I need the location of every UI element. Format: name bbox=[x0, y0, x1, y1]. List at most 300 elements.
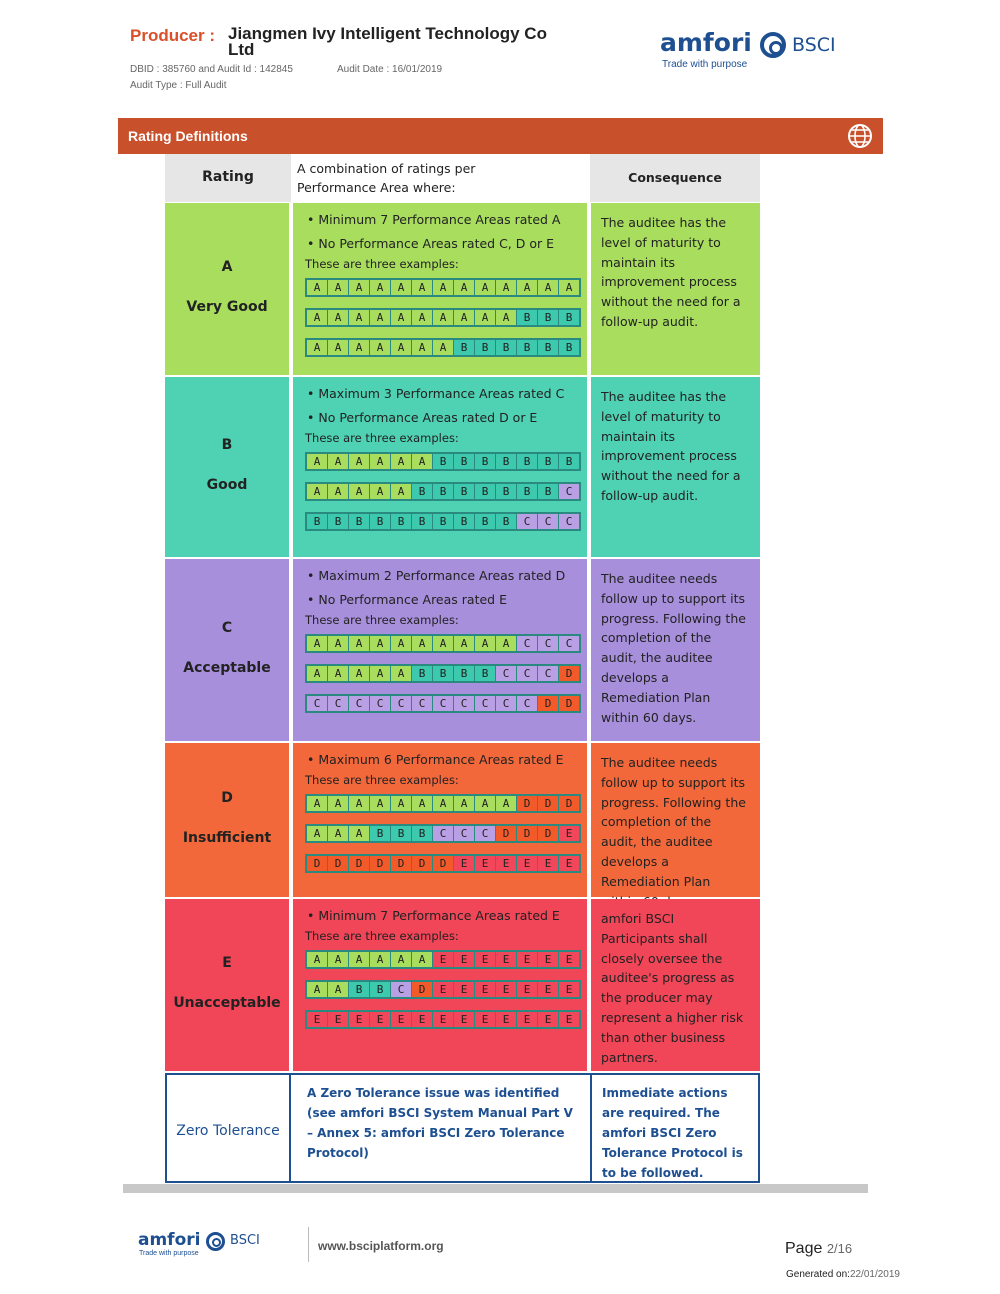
bullet-text: Maximum 3 Performance Areas rated C bbox=[318, 386, 565, 401]
header-consequence: Consequence bbox=[628, 170, 722, 185]
example-rating-box: A bbox=[475, 636, 496, 651]
example-rating-box: A bbox=[412, 796, 433, 811]
example-sequence bbox=[305, 482, 581, 501]
example-rating-box: E bbox=[307, 1012, 328, 1027]
example-rating-box: C bbox=[559, 636, 579, 651]
example-rating-box: A bbox=[349, 636, 370, 651]
amfori-bsci-logo bbox=[660, 28, 840, 72]
rating-letter: D bbox=[221, 790, 233, 806]
consequence-text: amfori BSCI Participants shall closely oversee the auditee's progress as the producer may represent a higher risk than other business partners. bbox=[601, 911, 744, 1065]
criteria-cell bbox=[293, 377, 587, 557]
examples-label: These are three examples: bbox=[305, 773, 459, 787]
audit-date-text: Audit Date : 16/01/2019 bbox=[337, 64, 443, 75]
rating-row-a bbox=[165, 203, 760, 375]
generated-label: Generated on: bbox=[786, 1269, 850, 1280]
example-rating-box: B bbox=[538, 484, 559, 499]
example-rating-box: A bbox=[391, 454, 412, 469]
example-rating-box: E bbox=[328, 1012, 349, 1027]
example-sequence bbox=[305, 452, 581, 471]
example-rating-box: B bbox=[559, 340, 579, 355]
example-rating-box: D bbox=[349, 856, 370, 871]
example-rating-box: B bbox=[370, 514, 391, 529]
example-rating-box: E bbox=[475, 952, 496, 967]
example-sequence bbox=[305, 278, 581, 297]
example-rating-box: A bbox=[307, 636, 328, 651]
example-rating-box: B bbox=[412, 514, 433, 529]
bullet-dot: • bbox=[307, 212, 319, 227]
example-rating-box: B bbox=[412, 826, 433, 841]
example-rating-box: A bbox=[391, 340, 412, 355]
rating-row-d bbox=[165, 743, 760, 897]
logo-ring-icon bbox=[760, 32, 786, 58]
example-rating-box: B bbox=[433, 454, 454, 469]
consequence-cell bbox=[591, 559, 760, 741]
rating-letter: E bbox=[222, 955, 232, 971]
example-rating-box: A bbox=[307, 340, 328, 355]
example-rating-box: C bbox=[559, 514, 579, 529]
example-rating-box: A bbox=[349, 666, 370, 681]
gray-divider bbox=[123, 1184, 868, 1193]
example-rating-box: A bbox=[307, 280, 328, 295]
header-rating-cell bbox=[165, 154, 291, 202]
example-rating-box: A bbox=[496, 310, 517, 325]
header-rating: Rating bbox=[202, 169, 254, 185]
example-rating-box: D bbox=[517, 826, 538, 841]
example-rating-box: E bbox=[496, 982, 517, 997]
example-rating-box: E bbox=[475, 1012, 496, 1027]
example-rating-box: C bbox=[328, 696, 349, 711]
example-rating-box: B bbox=[517, 454, 538, 469]
example-rating-box: A bbox=[433, 310, 454, 325]
example-sequence bbox=[305, 854, 581, 873]
example-rating-box: B bbox=[454, 454, 475, 469]
example-sequence bbox=[305, 980, 581, 999]
criteria-cell bbox=[293, 899, 587, 1071]
generated-date: 22/01/2019 bbox=[849, 1269, 900, 1280]
example-rating-box: E bbox=[496, 856, 517, 871]
example-rating-box: C bbox=[412, 696, 433, 711]
example-rating-box: E bbox=[349, 1012, 370, 1027]
example-sequence bbox=[305, 634, 581, 653]
example-rating-box: E bbox=[538, 1012, 559, 1027]
criteria-cell bbox=[293, 203, 587, 375]
example-rating-box: E bbox=[559, 856, 579, 871]
example-rating-box: A bbox=[370, 636, 391, 651]
example-rating-box: A bbox=[328, 484, 349, 499]
example-rating-box: A bbox=[433, 796, 454, 811]
example-rating-box: E bbox=[475, 856, 496, 871]
rating-cell bbox=[165, 377, 289, 557]
example-rating-box: C bbox=[496, 666, 517, 681]
example-rating-box: B bbox=[412, 666, 433, 681]
example-rating-box: E bbox=[496, 952, 517, 967]
example-rating-box: B bbox=[475, 484, 496, 499]
example-rating-box: E bbox=[412, 1012, 433, 1027]
example-rating-box: A bbox=[370, 952, 391, 967]
example-rating-box: E bbox=[433, 982, 454, 997]
example-rating-box: B bbox=[517, 310, 538, 325]
example-rating-box: A bbox=[328, 310, 349, 325]
example-rating-box: A bbox=[370, 796, 391, 811]
example-rating-box: B bbox=[391, 826, 412, 841]
footer-divider bbox=[308, 1227, 309, 1262]
example-rating-box: E bbox=[454, 982, 475, 997]
example-rating-box: B bbox=[517, 340, 538, 355]
rating-row-e bbox=[165, 899, 760, 1071]
rating-row-b bbox=[165, 377, 760, 557]
example-rating-box: C bbox=[433, 696, 454, 711]
example-rating-box: D bbox=[538, 696, 559, 711]
logo-word: amfori bbox=[660, 28, 752, 57]
example-rating-box: C bbox=[517, 666, 538, 681]
example-rating-box: B bbox=[433, 666, 454, 681]
example-rating-box: B bbox=[559, 454, 579, 469]
example-rating-box: A bbox=[328, 340, 349, 355]
page-indicator bbox=[785, 1240, 852, 1258]
page-number: 2/16 bbox=[826, 1241, 853, 1256]
example-rating-box: C bbox=[475, 696, 496, 711]
example-rating-box: B bbox=[538, 454, 559, 469]
example-rating-box: A bbox=[307, 666, 328, 681]
example-rating-box: D bbox=[559, 796, 579, 811]
example-rating-box: D bbox=[538, 796, 559, 811]
example-rating-box: B bbox=[391, 514, 412, 529]
example-rating-box: A bbox=[391, 484, 412, 499]
consequence-text: The auditee needs follow up to support its progress. Following the completion of the audit, the auditee develops a Remediation Plan within 60 days. bbox=[601, 571, 746, 725]
rating-name: Very Good bbox=[186, 299, 268, 315]
example-rating-box: A bbox=[391, 280, 412, 295]
bullet-text: No Performance Areas rated C, D or E bbox=[318, 236, 554, 251]
example-rating-box: C bbox=[517, 636, 538, 651]
example-rating-box: E bbox=[454, 856, 475, 871]
example-rating-box: A bbox=[391, 666, 412, 681]
example-rating-box: C bbox=[496, 696, 517, 711]
zero-tolerance-name: Zero Tolerance bbox=[176, 1123, 280, 1139]
example-rating-box: E bbox=[496, 1012, 517, 1027]
rating-name: Good bbox=[206, 477, 248, 493]
example-rating-box: D bbox=[559, 666, 579, 681]
bullet-dot: • bbox=[307, 236, 319, 251]
example-rating-box: B bbox=[433, 484, 454, 499]
bullet-dot: • bbox=[307, 908, 319, 923]
rating-cell bbox=[165, 743, 289, 897]
example-rating-box: E bbox=[517, 952, 538, 967]
example-rating-box: B bbox=[307, 514, 328, 529]
example-rating-box: B bbox=[475, 454, 496, 469]
rating-cell bbox=[165, 899, 289, 1071]
example-rating-box: A bbox=[328, 826, 349, 841]
example-rating-box: C bbox=[391, 982, 412, 997]
example-rating-box: D bbox=[517, 796, 538, 811]
example-rating-box: A bbox=[307, 454, 328, 469]
example-rating-box: E bbox=[370, 1012, 391, 1027]
example-rating-box: A bbox=[538, 280, 559, 295]
consequence-cell bbox=[591, 377, 760, 557]
example-rating-box: B bbox=[496, 454, 517, 469]
criteria-bullet bbox=[307, 592, 507, 607]
footer-logo-tagline: Trade with purpose bbox=[139, 1250, 199, 1257]
rating-row-c bbox=[165, 559, 760, 741]
criteria-bullet bbox=[307, 236, 554, 251]
example-rating-box: D bbox=[328, 856, 349, 871]
example-rating-box: A bbox=[559, 280, 579, 295]
examples-label: These are three examples: bbox=[305, 613, 459, 627]
example-sequence bbox=[305, 694, 581, 713]
audit-type-text: Audit Type : Full Audit bbox=[130, 80, 227, 91]
producer-label: Producer : bbox=[130, 26, 216, 45]
example-rating-box: C bbox=[538, 636, 559, 651]
example-rating-box: B bbox=[475, 514, 496, 529]
examples-label: These are three examples: bbox=[305, 929, 459, 943]
example-rating-box: B bbox=[559, 310, 579, 325]
example-rating-box: E bbox=[559, 982, 579, 997]
example-rating-box: B bbox=[328, 514, 349, 529]
example-rating-box: B bbox=[433, 514, 454, 529]
example-rating-box: C bbox=[559, 484, 579, 499]
example-rating-box: B bbox=[412, 484, 433, 499]
example-rating-box: C bbox=[517, 514, 538, 529]
example-rating-box: A bbox=[307, 796, 328, 811]
zero-tolerance-name-cell bbox=[167, 1075, 291, 1181]
example-rating-box: A bbox=[454, 310, 475, 325]
example-rating-box: C bbox=[517, 696, 538, 711]
examples-label: These are three examples: bbox=[305, 257, 459, 271]
example-rating-box: A bbox=[349, 796, 370, 811]
example-rating-box: A bbox=[328, 280, 349, 295]
consequence-cell bbox=[591, 203, 760, 375]
example-rating-box: A bbox=[433, 636, 454, 651]
example-rating-box: A bbox=[328, 454, 349, 469]
bullet-text: No Performance Areas rated D or E bbox=[318, 410, 538, 425]
header-consequence-cell bbox=[590, 154, 760, 202]
example-rating-box: E bbox=[517, 1012, 538, 1027]
example-rating-box: E bbox=[454, 1012, 475, 1027]
example-rating-box: A bbox=[370, 310, 391, 325]
example-rating-box: B bbox=[370, 982, 391, 997]
example-rating-box: B bbox=[517, 484, 538, 499]
example-rating-box: A bbox=[328, 666, 349, 681]
example-rating-box: B bbox=[538, 310, 559, 325]
example-rating-box: A bbox=[328, 982, 349, 997]
example-rating-box: E bbox=[433, 952, 454, 967]
example-rating-box: E bbox=[559, 1012, 579, 1027]
example-rating-box: B bbox=[370, 826, 391, 841]
example-rating-box: A bbox=[517, 280, 538, 295]
example-sequence bbox=[305, 1010, 581, 1029]
zero-tolerance-consequence: Immediate actions are required. The amfori BSCI Zero Tolerance Protocol is to be followed. bbox=[602, 1086, 743, 1180]
example-sequence bbox=[305, 308, 581, 327]
example-sequence bbox=[305, 338, 581, 357]
rating-definitions-table bbox=[165, 154, 760, 1184]
example-rating-box: A bbox=[475, 796, 496, 811]
example-rating-box: D bbox=[307, 856, 328, 871]
globe-icon bbox=[846, 122, 874, 150]
footer-amfori-bsci-logo bbox=[138, 1230, 278, 1260]
example-rating-box: A bbox=[412, 280, 433, 295]
example-rating-box: A bbox=[307, 484, 328, 499]
producer-name: Jiangmen Ivy Intelligent Technology Co Ltd bbox=[228, 24, 547, 59]
example-rating-box: A bbox=[328, 952, 349, 967]
example-rating-box: A bbox=[433, 340, 454, 355]
criteria-bullet bbox=[307, 212, 560, 227]
criteria-bullet bbox=[307, 568, 565, 583]
bullet-dot: • bbox=[307, 752, 319, 767]
example-rating-box: E bbox=[559, 826, 579, 841]
example-rating-box: C bbox=[538, 666, 559, 681]
consequence-cell bbox=[591, 899, 760, 1071]
bullet-dot: • bbox=[307, 410, 319, 425]
bullet-text: Maximum 6 Performance Areas rated E bbox=[318, 752, 564, 767]
example-rating-box: B bbox=[454, 666, 475, 681]
rating-letter: B bbox=[221, 437, 233, 453]
example-rating-box: A bbox=[412, 340, 433, 355]
example-rating-box: D bbox=[391, 856, 412, 871]
example-rating-box: E bbox=[391, 1012, 412, 1027]
consequence-text: The auditee has the level of maturity to maintain its improvement process without the need for a follow-up audit. bbox=[601, 389, 741, 503]
example-rating-box: A bbox=[391, 796, 412, 811]
example-rating-box: A bbox=[454, 280, 475, 295]
criteria-bullet bbox=[307, 410, 537, 425]
example-rating-box: C bbox=[370, 696, 391, 711]
example-rating-box: C bbox=[538, 514, 559, 529]
example-rating-box: B bbox=[349, 982, 370, 997]
example-rating-box: E bbox=[538, 982, 559, 997]
section-title: Rating Definitions bbox=[128, 128, 248, 144]
example-rating-box: B bbox=[454, 484, 475, 499]
bullet-dot: • bbox=[307, 592, 319, 607]
example-rating-box: B bbox=[454, 514, 475, 529]
example-rating-box: C bbox=[475, 826, 496, 841]
rating-cell bbox=[165, 203, 289, 375]
example-rating-box: A bbox=[433, 280, 454, 295]
consequence-text: The auditee needs follow up to support its progress. Following the completion of the audit, the auditee develops a Remediation Plan bbox=[601, 755, 746, 889]
bullet-dot: • bbox=[307, 386, 319, 401]
example-rating-box: D bbox=[370, 856, 391, 871]
bullet-text: No Performance Areas rated E bbox=[318, 592, 507, 607]
example-rating-box: E bbox=[538, 952, 559, 967]
example-rating-box: E bbox=[433, 1012, 454, 1027]
header-combination: A combination of ratings per Performance Area where: bbox=[297, 161, 476, 195]
logo-tagline: Trade with purpose bbox=[662, 59, 748, 70]
rating-letter: C bbox=[221, 620, 233, 636]
example-rating-box: A bbox=[475, 310, 496, 325]
example-rating-box: C bbox=[454, 826, 475, 841]
example-rating-box: A bbox=[307, 952, 328, 967]
example-rating-box: A bbox=[349, 280, 370, 295]
example-rating-box: E bbox=[559, 952, 579, 967]
example-rating-box: A bbox=[412, 952, 433, 967]
example-rating-box: A bbox=[496, 280, 517, 295]
page-label: Page bbox=[785, 1240, 823, 1257]
footer-logo-bsci: BSCI bbox=[230, 1233, 260, 1248]
example-rating-box: A bbox=[328, 636, 349, 651]
example-rating-box: B bbox=[538, 340, 559, 355]
example-rating-box: D bbox=[559, 696, 579, 711]
rating-letter: A bbox=[221, 259, 233, 275]
example-rating-box: A bbox=[307, 310, 328, 325]
example-rating-box: B bbox=[475, 340, 496, 355]
criteria-cell bbox=[293, 559, 587, 741]
example-rating-box: D bbox=[433, 856, 454, 871]
bullet-dot: • bbox=[307, 568, 319, 583]
rating-name: Acceptable bbox=[183, 660, 271, 676]
example-rating-box: A bbox=[328, 796, 349, 811]
example-rating-box: C bbox=[391, 696, 412, 711]
zero-tolerance-description: A Zero Tolerance issue was identified (see amfori BSCI System Manual Part V – Annex 5: amfori BSCI Zero Tolerance Protocol) bbox=[307, 1086, 573, 1160]
example-rating-box: C bbox=[433, 826, 454, 841]
example-rating-box: E bbox=[538, 856, 559, 871]
example-sequence bbox=[305, 824, 581, 843]
example-rating-box: A bbox=[370, 454, 391, 469]
example-rating-box: A bbox=[391, 310, 412, 325]
example-rating-box: C bbox=[454, 696, 475, 711]
zero-tolerance-row bbox=[165, 1073, 760, 1183]
example-rating-box: D bbox=[496, 826, 517, 841]
examples-label: These are three examples: bbox=[305, 431, 459, 445]
consequence-cell bbox=[591, 743, 760, 897]
example-rating-box: E bbox=[517, 982, 538, 997]
criteria-bullet bbox=[307, 908, 560, 923]
logo-bsci: BSCI bbox=[792, 34, 836, 56]
example-rating-box: E bbox=[517, 856, 538, 871]
example-rating-box: A bbox=[412, 454, 433, 469]
example-rating-box: D bbox=[412, 982, 433, 997]
bullet-text: Maximum 2 Performance Areas rated D bbox=[318, 568, 566, 583]
example-rating-box: A bbox=[454, 796, 475, 811]
dbid-text: DBID : 385760 and Audit Id : 142845 bbox=[130, 64, 293, 75]
footer-url-link[interactable]: www.bsciplatform.org bbox=[318, 1239, 444, 1253]
example-rating-box: C bbox=[307, 696, 328, 711]
example-sequence bbox=[305, 794, 581, 813]
example-rating-box: B bbox=[454, 340, 475, 355]
example-rating-box: D bbox=[538, 826, 559, 841]
example-rating-box: A bbox=[370, 280, 391, 295]
example-rating-box: B bbox=[496, 340, 517, 355]
example-rating-box: D bbox=[412, 856, 433, 871]
example-rating-box: A bbox=[349, 340, 370, 355]
example-rating-box: A bbox=[496, 636, 517, 651]
example-rating-box: A bbox=[370, 666, 391, 681]
rating-name: Unacceptable bbox=[173, 995, 281, 1011]
example-rating-box: A bbox=[391, 636, 412, 651]
example-rating-box: E bbox=[475, 982, 496, 997]
consequence-text: The auditee has the level of maturity to maintain its improvement process without the need for a follow-up audit. bbox=[601, 215, 741, 329]
criteria-bullet bbox=[307, 752, 563, 767]
example-sequence bbox=[305, 950, 581, 969]
example-rating-box: A bbox=[307, 826, 328, 841]
example-rating-box: E bbox=[454, 952, 475, 967]
footer-logo-word: amfori bbox=[138, 1230, 201, 1250]
example-rating-box: A bbox=[307, 982, 328, 997]
rating-name: Insufficient bbox=[182, 830, 272, 846]
example-rating-box: A bbox=[496, 796, 517, 811]
example-rating-box: A bbox=[412, 636, 433, 651]
example-rating-box: A bbox=[370, 340, 391, 355]
example-rating-box: A bbox=[349, 826, 370, 841]
example-rating-box: A bbox=[370, 484, 391, 499]
example-rating-box: B bbox=[475, 666, 496, 681]
example-rating-box: A bbox=[349, 454, 370, 469]
bullet-text: Minimum 7 Performance Areas rated A bbox=[318, 212, 561, 227]
example-rating-box: A bbox=[391, 952, 412, 967]
example-sequence bbox=[305, 664, 581, 683]
example-rating-box: B bbox=[496, 484, 517, 499]
generated-on bbox=[786, 1269, 900, 1280]
example-rating-box: A bbox=[475, 280, 496, 295]
header-combination-cell bbox=[291, 154, 588, 202]
example-rating-box: B bbox=[496, 514, 517, 529]
example-rating-box: A bbox=[349, 952, 370, 967]
